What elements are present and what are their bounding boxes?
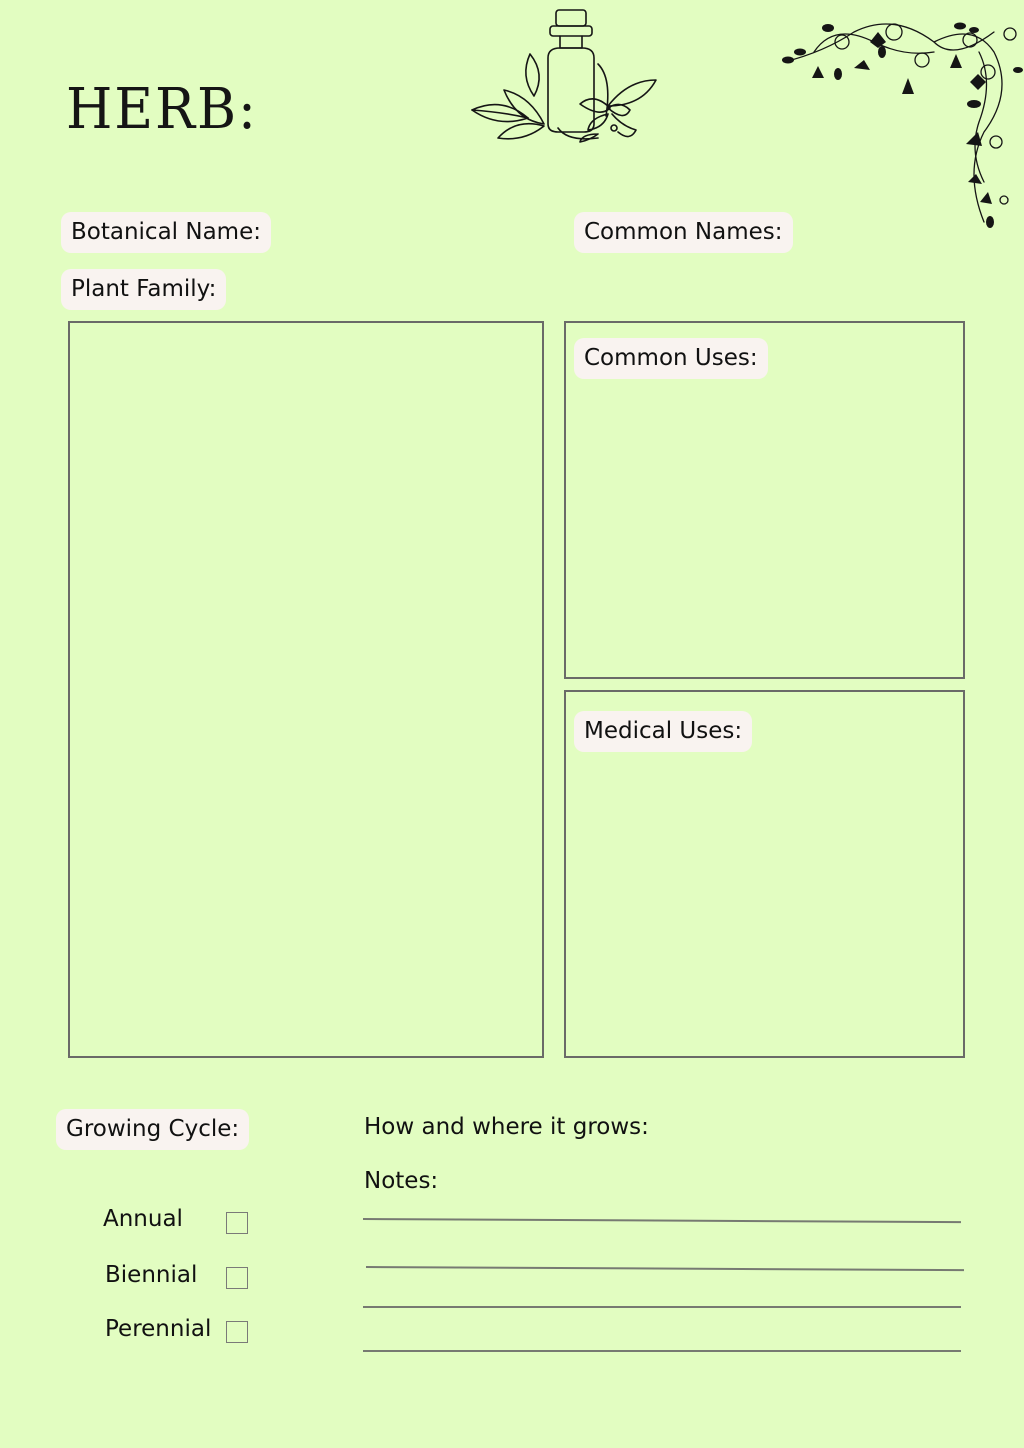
biennial-checkbox[interactable] xyxy=(226,1267,248,1289)
common-uses-box[interactable] xyxy=(564,321,965,679)
notes-line-2[interactable] xyxy=(366,1266,964,1271)
perennial-checkbox[interactable] xyxy=(226,1321,248,1343)
annual-checkbox[interactable] xyxy=(226,1212,248,1234)
medical-uses-box[interactable] xyxy=(564,690,965,1058)
floral-vine-ornament-icon xyxy=(774,12,1024,232)
notes-line-3[interactable] xyxy=(363,1306,961,1308)
medical-uses-label: Medical Uses: xyxy=(574,711,752,752)
botanical-name-label: Botanical Name: xyxy=(61,212,271,253)
common-names-label: Common Names: xyxy=(574,212,793,253)
notes-line-1[interactable] xyxy=(363,1218,961,1223)
plant-family-label: Plant Family: xyxy=(61,269,226,310)
how-where-grows-label: How and where it grows: xyxy=(364,1114,649,1140)
annual-label: Annual xyxy=(103,1206,183,1232)
notes-line-4[interactable] xyxy=(363,1350,961,1352)
oil-bottle-icon xyxy=(468,4,662,156)
notes-label: Notes: xyxy=(364,1168,439,1194)
growing-cycle-label: Growing Cycle: xyxy=(56,1109,249,1150)
biennial-label: Biennial xyxy=(105,1262,198,1288)
herb-image-box[interactable] xyxy=(68,321,544,1058)
perennial-label: Perennial xyxy=(105,1316,212,1342)
common-uses-label: Common Uses: xyxy=(574,338,768,379)
page-title: HERB: xyxy=(66,77,258,142)
